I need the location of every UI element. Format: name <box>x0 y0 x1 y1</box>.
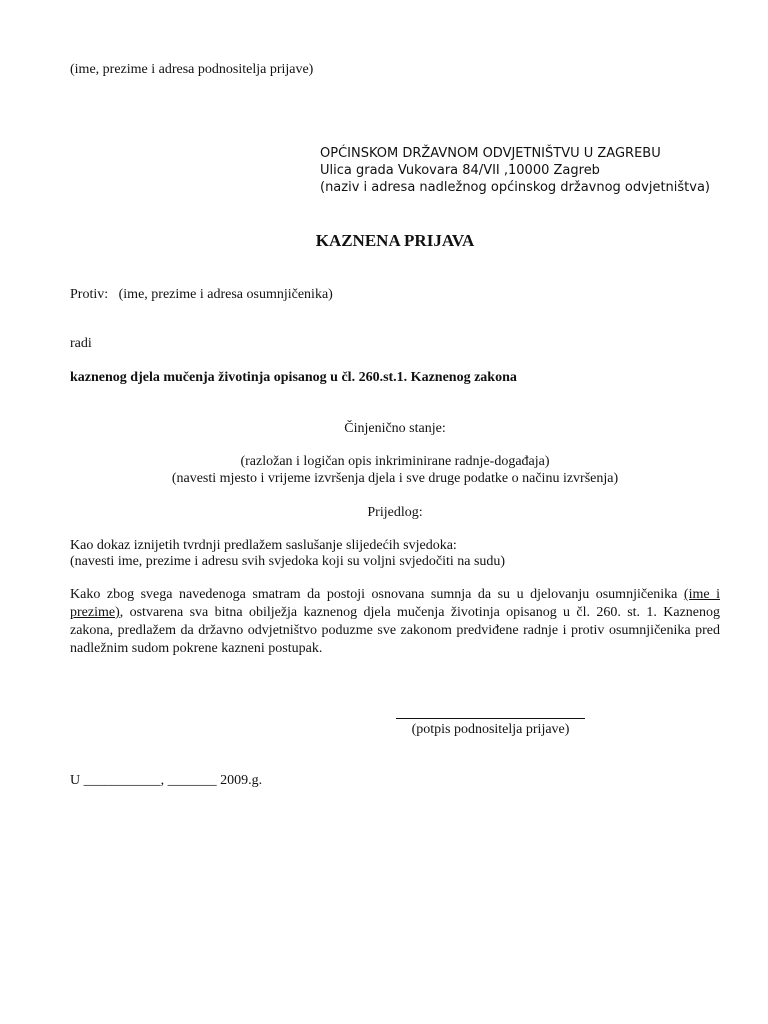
proposal-line-2: (navesti ime, prezime i adresu svih svjedoka koji su voljni svjedočiti na sudu) <box>70 554 506 569</box>
suspect-name-placeholder: (ime i prezime) <box>70 587 720 620</box>
reason-label: radi <box>70 336 92 351</box>
against-label: Protiv: <box>70 287 109 302</box>
conclusion-text-end: , ostvarena sva bitna obilježja kaznenog djela mučenja životinja opisanog u čl. 260. st. 1. Kaznenog zakona, predlažem da državno odvjetništvo poduzme sve zakonom predviđene radnje i protiv osumnjičenika pred nadležnim sudom pokrene kazneni postupak. <box>70 605 720 656</box>
facts-line-1: (razložan i logičan opis inkriminirane radnje-događaja) <box>240 454 550 469</box>
offense-description: kaznenog djela mučenja životinja opisanog u čl. 260.st.1. Kaznenog zakona <box>70 370 517 385</box>
signature-line <box>396 718 585 719</box>
recipient-name: OPĆINSKOM DRŽAVNOM ODVJETNIŠTVU U ZAGREBU <box>320 146 661 161</box>
against-line <box>70 286 333 303</box>
proposal-heading: Prijedlog: <box>367 505 423 520</box>
facts-line-2: (navesti mjesto i vrijeme izvršenja djela i sve druge podatke o načinu izvršenja) <box>171 471 619 486</box>
conclusion-paragraph <box>70 586 720 658</box>
proposal-line-1: Kao dokaz iznijetih tvrdnji predlažem saslušanje slijedećih svjedoka: <box>70 538 457 553</box>
place-date-line: U ___________, _______ 2009.g. <box>70 773 263 788</box>
document-title: KAZNENA PRIJAVA <box>315 231 475 250</box>
facts-heading: Činjenično stanje: <box>344 421 446 436</box>
recipient-address: Ulica grada Vukovara 84/VII ,10000 Zagreb <box>320 163 600 178</box>
against-placeholder: (ime, prezime i adresa osumnjičenika) <box>118 287 333 302</box>
conclusion-text-start: Kako zbog svega navedenoga smatram da postoji osnovana sumnja da su u djelovanju osumnjičenika <box>70 587 684 602</box>
recipient-note: (naziv i adresa nadležnog općinskog državnog odvjetništva) <box>320 180 710 195</box>
submitter-placeholder: (ime, prezime i adresa podnositelja prijave) <box>70 62 314 77</box>
signature-label: (potpis podnositelja prijave) <box>411 722 570 737</box>
